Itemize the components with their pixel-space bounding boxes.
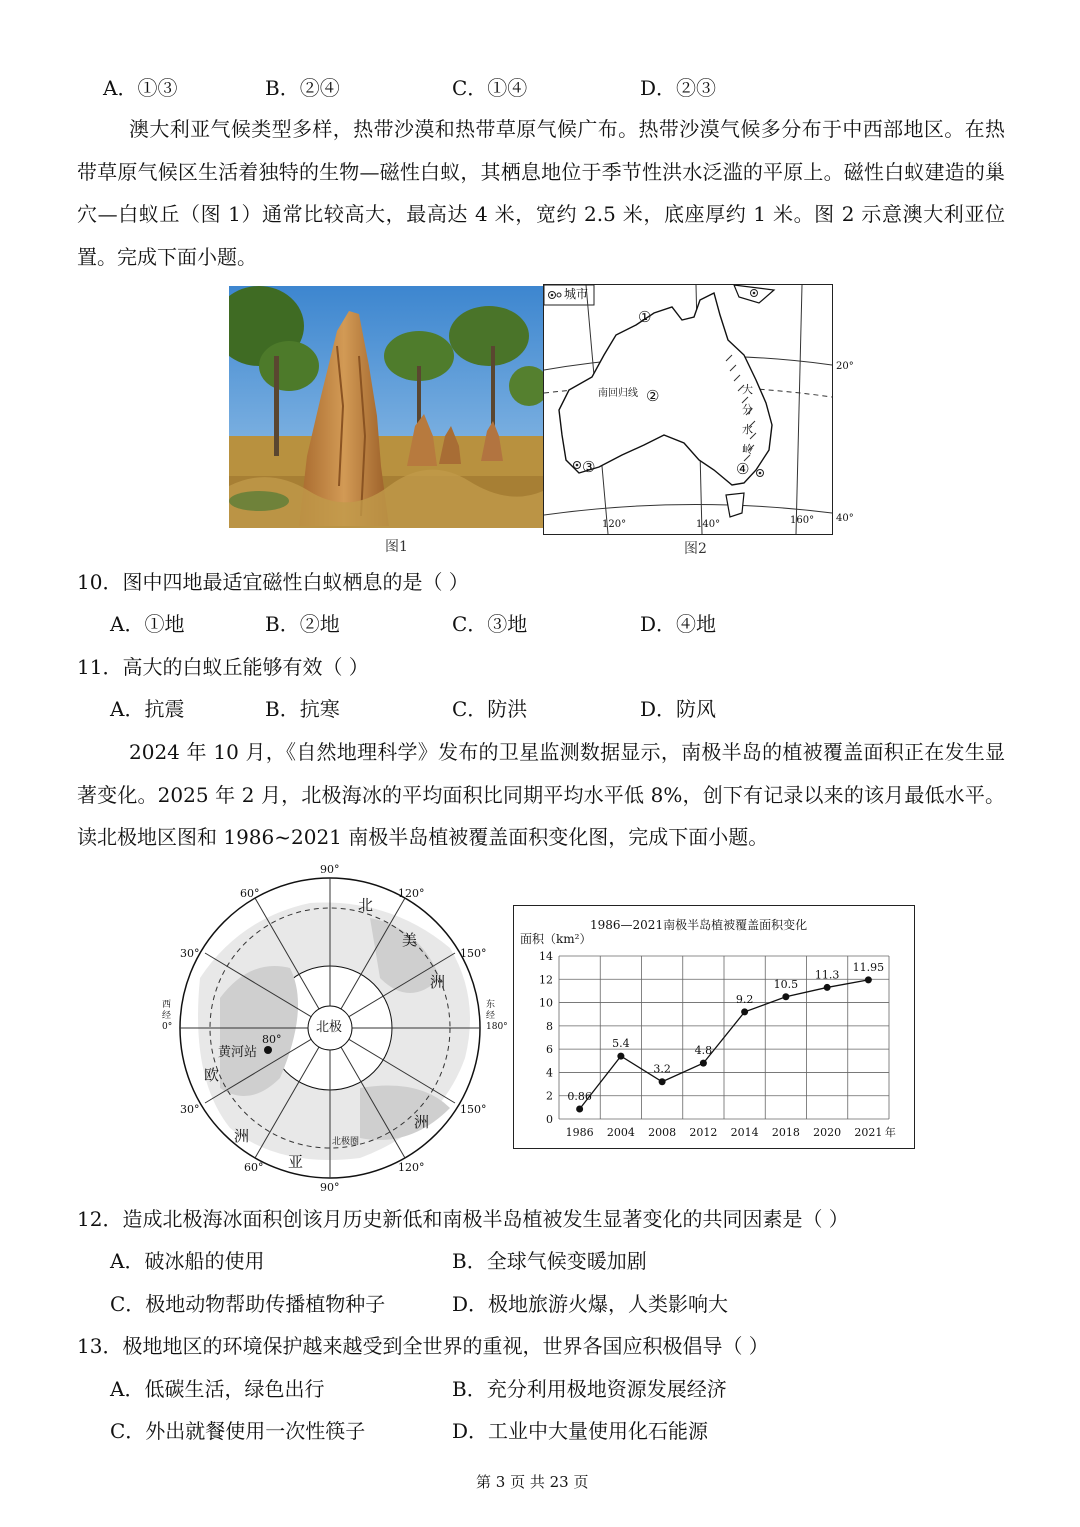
chart-ytick-label: 4 xyxy=(546,1066,553,1080)
polar-lat-80: 80° xyxy=(262,1033,282,1046)
chart-xtick-label: 2012 xyxy=(689,1126,718,1139)
polar-label-ou: 欧 xyxy=(204,1066,220,1084)
polar-30-bottom: 30° xyxy=(180,1103,200,1116)
q12-option-c: C．极地动物帮助传播植物种子 xyxy=(110,1292,386,1316)
chart-data-label: 3.2 xyxy=(653,1062,671,1076)
chart-data-label: 9.2 xyxy=(735,992,754,1006)
q13-option-b: B．充分利用极地资源发展经济 xyxy=(452,1377,727,1401)
passage-australia: 澳大利亚气候类型多样，热带沙漠和热带草原气候广布。热带沙漠气候多分布于中西部地区。在热带草原气候区生活着独特的生物—磁性白蚁，其栖息地位于季节性洪水泛滥的平原上。磁性白蚁建造的巢穴—白蚁丘（图 1）通常比较高大，最高达 4 米，宽约 2.5 米，底座厚约 1 米。图 2 示意澳大利亚位置。完成下面小题。 xyxy=(77,117,1005,269)
polar-150-bottom: 150° xyxy=(460,1103,487,1116)
figure-2-australia-map xyxy=(543,284,854,535)
polar-station-label: 黄河站 xyxy=(218,1045,258,1060)
q12-option-d: D．极地旅游火爆，人类影响大 xyxy=(452,1292,729,1316)
polar-label-zhou-na: 洲 xyxy=(430,973,446,991)
q11-option-c: C．防洪 xyxy=(452,697,528,721)
chart-xtick-label: 2008 xyxy=(648,1126,677,1139)
vegetation-chart xyxy=(513,905,915,1149)
chart-data-point xyxy=(700,1060,707,1067)
fig2-legend-city: 城市 xyxy=(564,287,589,301)
option-a-top: A．①③ xyxy=(103,76,178,100)
chart-data-label: 4.8 xyxy=(694,1044,713,1058)
polar-60-top: 60° xyxy=(240,887,260,900)
chart-data-point xyxy=(659,1078,666,1085)
q10-option-d: D．④地 xyxy=(640,612,717,636)
chart-xtick-label: 2014 xyxy=(730,1126,759,1139)
q11-option-a: A．抗震 xyxy=(110,697,185,721)
figure-2-caption: 图2 xyxy=(684,541,707,557)
question-13-stem: 13．极地地区的环境保护越来越受到全世界的重视，世界各国应积极倡导（ ） xyxy=(77,1334,769,1358)
fig2-mountain-label: 大 分 水 岭 xyxy=(742,383,753,456)
chart-data-point xyxy=(617,1053,624,1060)
option-c-top: C．①④ xyxy=(452,76,528,100)
polar-north-pole-label: 北极 xyxy=(316,1020,343,1035)
chart-data-label: 5.4 xyxy=(612,1037,630,1051)
chart-data-point xyxy=(824,984,831,991)
q10-option-a: A．①地 xyxy=(110,612,185,636)
passage-polar: 2024 年 10 月，《自然地理科学》发布的卫星监测数据显示，南极半岛的植被覆盖面积正在发生显著变化。2025 年 2 月，北极海冰的平均面积比同期平均水平低 8%，创下有记录以来的该月最低水平。读北极地区图和 1986~2021 南极半岛植被覆盖面积变化图，完成下面小题。 xyxy=(77,740,1005,849)
chart-ylabel: 面积（km²） xyxy=(520,932,592,946)
q13-option-d: D．工业中大量使用化石能源 xyxy=(452,1419,709,1443)
q12-option-a: A．破冰船的使用 xyxy=(110,1249,265,1273)
fig2-lon-160: 160° xyxy=(790,515,815,526)
chart-xtick-label: 1986 xyxy=(565,1126,594,1139)
fig2-lon-140: 140° xyxy=(696,519,721,530)
fig2-mark-3: ③ xyxy=(582,458,596,476)
fig2-mark-4: ④ xyxy=(736,460,750,478)
fig2-mark-1: ① xyxy=(638,308,652,326)
polar-west-0: 西经0° xyxy=(162,1000,173,1032)
question-12-stem: 12．造成北极海冰面积创该月历史新低和南极半岛植被发生显著变化的共同因素是（ ） xyxy=(77,1207,849,1231)
chart-data-label: 0.86 xyxy=(567,1089,592,1103)
chart-data-label: 11.3 xyxy=(814,968,840,982)
chart-plot xyxy=(514,906,914,1148)
page-footer: 第 3 页 共 23 页 xyxy=(476,1473,589,1491)
chart-data-point xyxy=(782,993,789,1000)
figure-1-caption: 图1 xyxy=(385,539,408,555)
question-10-stem: 10．图中四地最适宜磁性白蚁栖息的是（ ） xyxy=(77,570,469,594)
fig2-lon-120: 120° xyxy=(602,519,627,530)
q11-option-d: D．防风 xyxy=(640,697,717,721)
chart-ytick-label: 0 xyxy=(546,1113,553,1126)
chart-xtick-label: 2020 xyxy=(813,1126,842,1139)
polar-150-top: 150° xyxy=(460,947,487,960)
q10-option-c: C．③地 xyxy=(452,612,528,636)
polar-label-bei: 北 xyxy=(358,896,374,914)
chart-data-label: 11.95 xyxy=(852,960,885,974)
chart-ytick-label: 6 xyxy=(546,1043,553,1057)
fig2-mark-2: ② xyxy=(646,387,660,405)
polar-label-zhou-eu: 洲 xyxy=(234,1127,250,1145)
q10-option-b: B．②地 xyxy=(265,612,340,636)
chart-xlabel: 年 xyxy=(884,1126,896,1139)
chart-ytick-label: 8 xyxy=(546,1019,553,1033)
chart-ytick-label: 10 xyxy=(539,996,553,1010)
chart-data-point xyxy=(741,1008,748,1015)
option-d-top: D．②③ xyxy=(640,76,717,100)
q11-option-b: B．抗寒 xyxy=(265,697,340,721)
polar-30-top: 30° xyxy=(180,947,200,960)
chart-data-point xyxy=(576,1105,583,1112)
chart-data-point xyxy=(865,976,872,983)
chart-ytick-label: 12 xyxy=(539,973,553,987)
chart-data-label: 10.5 xyxy=(773,977,799,991)
option-b-top: B．②④ xyxy=(265,76,340,100)
chart-ytick-label: 2 xyxy=(546,1089,553,1103)
fig2-tropic-label: 南回归线 xyxy=(598,388,638,399)
polar-label-mei: 美 xyxy=(402,931,418,949)
chart-title: 1986—2021南极半岛植被覆盖面积变化 xyxy=(590,918,808,932)
q13-option-c: C．外出就餐使用一次性筷子 xyxy=(110,1419,366,1443)
chart-xtick-label: 2021 xyxy=(854,1126,883,1139)
chart-ytick-label: 14 xyxy=(539,950,553,963)
polar-east-180: 东经180° xyxy=(486,1000,508,1032)
polar-top-90: 90° xyxy=(320,863,340,876)
polar-label-ya: 亚 xyxy=(288,1153,304,1171)
chart-xtick-label: 2018 xyxy=(771,1126,800,1139)
polar-label-zhou-as: 洲 xyxy=(414,1113,430,1131)
fig2-lat-20: 20° xyxy=(836,361,854,372)
chart-xtick-label: 2004 xyxy=(606,1126,635,1139)
question-11-stem: 11．高大的白蚁丘能够有效（ ） xyxy=(77,655,369,679)
polar-120-top: 120° xyxy=(398,887,425,900)
figure-1-termite-mound-photo xyxy=(229,286,543,528)
fig2-lat-40: 40° xyxy=(836,513,854,524)
q13-option-a: A．低碳生活，绿色出行 xyxy=(110,1377,325,1401)
q12-option-b: B．全球气候变暖加剧 xyxy=(452,1249,647,1273)
polar-arctic-circle-label: 北极圈 xyxy=(332,1137,360,1147)
arctic-polar-map xyxy=(160,858,508,1198)
polar-bottom-90: 90° xyxy=(320,1181,340,1194)
polar-60-bottom: 60° xyxy=(244,1161,264,1174)
polar-120-bottom: 120° xyxy=(398,1161,425,1174)
